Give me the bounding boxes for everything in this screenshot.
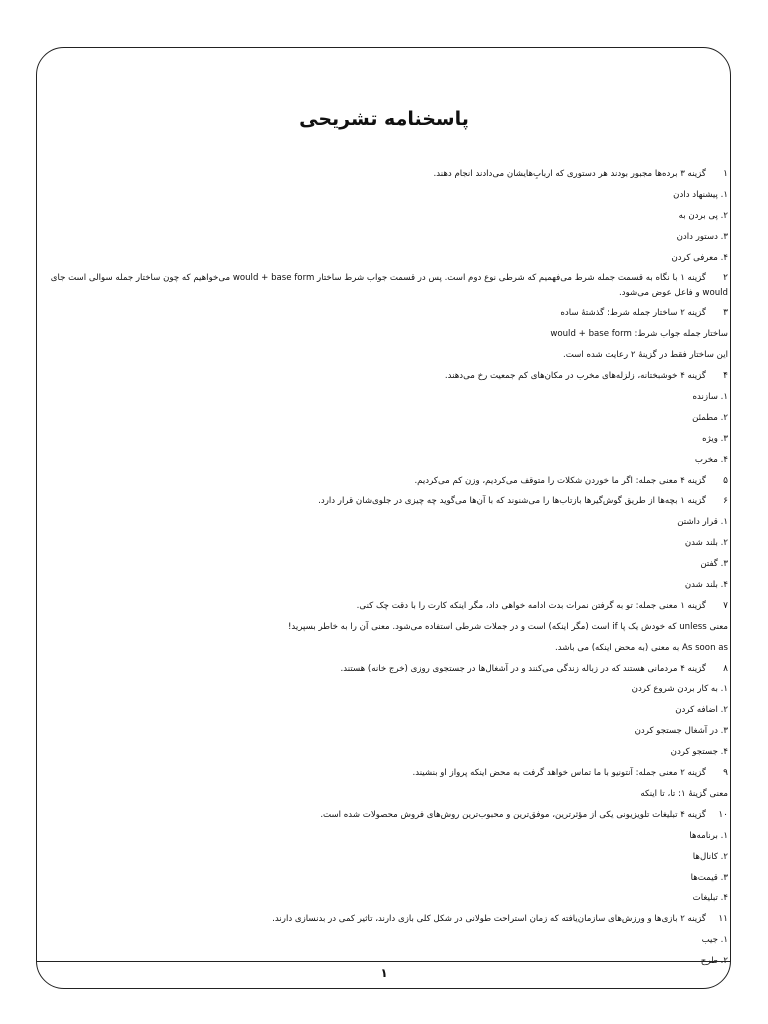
option-line [40, 930, 728, 951]
question-number: ۱۱ [718, 914, 728, 925]
line-text: گزینه ۴ تبلیغات تلویزیونی یکی از مؤثرترین، موفق‌ترین و محبوب‌ترین روش‌های فروش محصولات شده است. [320, 809, 706, 820]
option-line [40, 387, 728, 408]
line-text: ۴. معرفی کردن [671, 252, 728, 263]
page-number: ۱ [380, 966, 388, 980]
question-line [40, 805, 728, 826]
line-text: ۱. سازنده [692, 392, 728, 403]
question-line [40, 366, 728, 387]
line-text: ۴. تبلیغات [692, 893, 728, 904]
line-text: این ساختار فقط در گزینهٔ ۲ رعایت شده است. [562, 350, 728, 361]
line-text: گزینه ۱ معنی جمله: تو به گرفتن نمرات بدت ادامه خواهی داد، مگر اینکه کارت را با دقت چک کنی. [356, 600, 706, 611]
line-text: گزینه ۱ بچه‌ها از طریق گوش‌گیرها بازتاب‌ها را می‌شنوند که با آن‌ها می‌گوید چه چیزی در جلوی‌شان قرار دارد. [318, 496, 706, 507]
question-number: ۱ [723, 169, 728, 179]
question-number: ۴ [723, 371, 728, 382]
line-text: ۳. قیمت‌ها [690, 872, 728, 883]
line-text: گزینه ۲ معنی جمله: آنتونیو با ما تماس خواهد گرفت به محض اینکه پرواز او بنشیند. [412, 768, 706, 779]
line-text: ۲. اضافه کردن [675, 705, 728, 716]
option-line [40, 847, 728, 868]
line-text: گزینه ۱ با نگاه به قسمت جمله شرط می‌فهمیم که شرطی نوع دوم است. پس در قسمت جواب شرط ساختار would + base form می‌خواهیم که چون ساختار جمله سوالی است جای would و فاعل عوض می‌شود. [50, 273, 728, 299]
option-line [40, 185, 728, 206]
line-text: As soon as به معنی (به محض اینکه) می باشد. [555, 642, 728, 653]
line-text: گزینه ۲ ساختار جمله شرط: گذشتهٔ ساده [560, 308, 706, 319]
line-text: ۱. جیب [701, 935, 728, 946]
option-line [40, 617, 728, 638]
option-line [40, 533, 728, 554]
option-line [40, 638, 728, 659]
option-line [40, 868, 728, 889]
line-text: ساختار جمله جواب شرط: would + base form [550, 329, 728, 340]
option-line [40, 888, 728, 909]
option-line [40, 554, 728, 575]
line-text: گزینه ۴ خوشبختانه، زلزله‌های مخرب در مکان‌های کم جمعیت رخ می‌دهند. [444, 371, 706, 382]
option-line [40, 575, 728, 596]
line-text: ۱. قرار داشتن [677, 517, 728, 528]
line-text: ۴. بلند شدن [684, 580, 728, 591]
line-text: ۱. برنامه‌ها [689, 830, 728, 841]
line-text: ۳. دستور دادن [676, 231, 728, 242]
line-text: ۲. مطمئن [692, 412, 728, 423]
question-number: ۶ [723, 496, 728, 507]
option-line [40, 206, 728, 227]
line-text: معنی unless که خودش یک پا if است (مگر اینکه) است و در جملات شرطی استفاده می‌شود. معنی آن را به خاطر بسپرید! [287, 621, 728, 632]
line-text: گزینه ۳ برده‌ها مجبور بودند هر دستوری که اربابِ‌هایشان می‌دادند انجام دهند. [433, 169, 706, 179]
line-text: ۲. کانال‌ها [692, 851, 728, 862]
line-text: ۱. پیشنهاد دادن [673, 189, 728, 200]
line-text: ۴. جستجو کردن [670, 747, 728, 758]
question-number: ۹ [723, 768, 728, 779]
option-line [40, 345, 728, 366]
option-line [40, 784, 728, 805]
line-text: ۳. در آشغال جستجو کردن [634, 726, 728, 737]
line-text: ۳. گفتن [700, 559, 728, 570]
line-text: ۲. پی بردن به [678, 210, 728, 221]
line-text: ۲. بلند شدن [684, 538, 728, 549]
question-line [40, 763, 728, 784]
option-line [40, 742, 728, 763]
option-line [40, 512, 728, 533]
option-line [40, 324, 728, 345]
line-text: گزینه ۲ بازی‌ها و ورزش‌های سازمان‌یافته که زمان استراحت طولانی در شکل کلی بازی دارند، تاثیر کمی در بدنسازی دارند. [272, 914, 706, 925]
option-line [40, 721, 728, 742]
question-line [40, 491, 728, 512]
answer-list [40, 164, 728, 972]
line-text: ۳. ویژه [702, 433, 728, 444]
question-number: ۵ [723, 475, 728, 486]
line-text: ۱. به کار بردن شروع کردن [631, 684, 728, 695]
option-line [40, 227, 728, 248]
question-number: ۳ [723, 308, 728, 319]
line-text: ۲. طرح [700, 956, 728, 967]
option-line [40, 248, 728, 269]
question-line [40, 909, 728, 930]
question-number: ۲ [723, 273, 728, 284]
footer-divider [36, 961, 731, 962]
question-number: ۷ [723, 600, 728, 611]
option-line [40, 826, 728, 847]
question-line [40, 303, 728, 324]
question-line [40, 659, 728, 680]
page-title: پاسخنامه تشریحی [299, 108, 469, 130]
line-text: ۴. مخرب [694, 454, 728, 465]
option-line [40, 679, 728, 700]
question-line [40, 164, 728, 185]
line-text: گزینه ۴ مردمانی هستند که در زباله زندگی می‌کنند و در آشغال‌ها در جستجوی روزی (خرج خانه) هستند. [340, 663, 706, 674]
question-number: ۸ [723, 663, 728, 674]
option-line [40, 700, 728, 721]
option-line [40, 429, 728, 450]
question-line [40, 268, 728, 303]
line-text: معنی گزینهٔ ۱: تا، تا اینکه [640, 788, 728, 799]
question-number: ۱۰ [718, 809, 728, 820]
option-line [40, 450, 728, 471]
line-text: گزینه ۴ معنی جمله: اگر ما خوردن شکلات را متوقف می‌کردیم، وزن کم می‌کردیم. [414, 475, 706, 486]
question-line [40, 596, 728, 617]
question-line [40, 471, 728, 492]
option-line [40, 408, 728, 429]
